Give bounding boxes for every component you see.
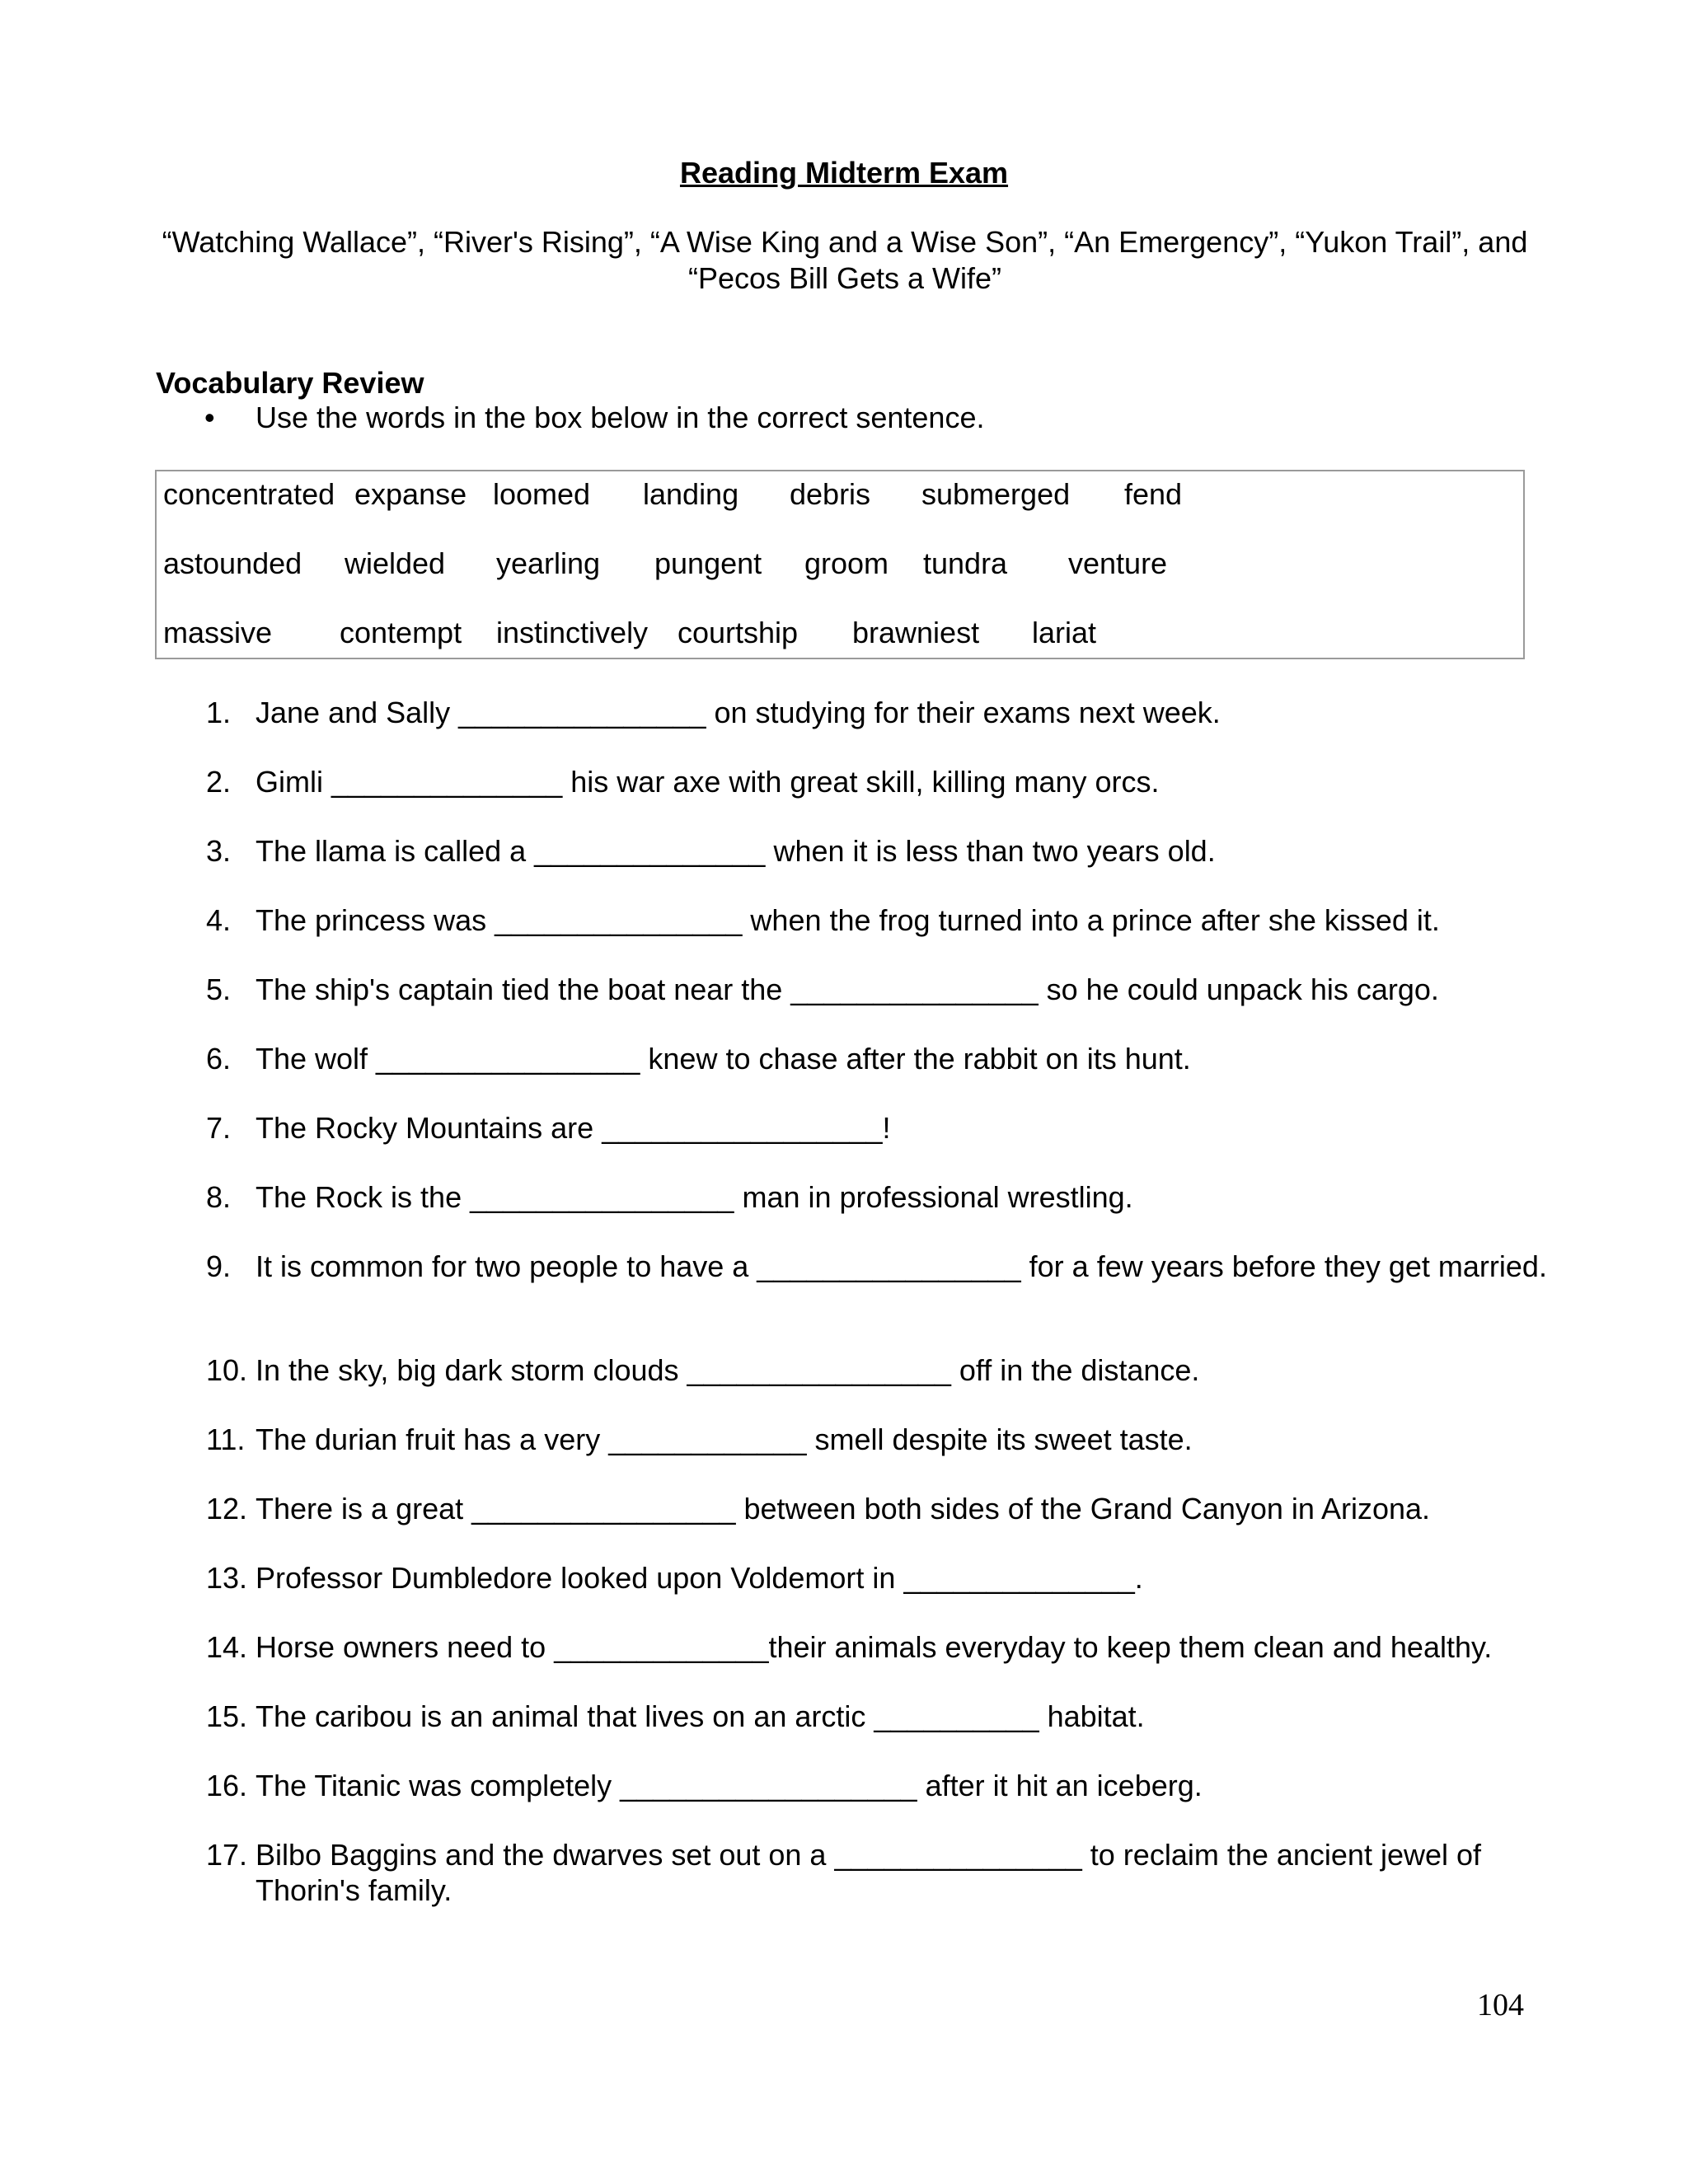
question-number: 8. — [206, 1180, 232, 1214]
question-number: 7. — [206, 1111, 232, 1145]
word-bank-word: venture — [1068, 546, 1168, 580]
question-number: 1. — [206, 696, 232, 729]
bullet-icon: • — [204, 401, 215, 434]
question-number: 6. — [206, 1042, 232, 1076]
exam-title: Reading Midterm Exam — [679, 156, 1009, 190]
question-number: 17. — [206, 1838, 248, 1872]
question-text: The wolf ________________ knew to chase after the rabbit on its hunt. — [256, 1042, 1191, 1076]
question-number: 9. — [206, 1249, 232, 1283]
word-bank-word: tundra — [923, 546, 1008, 580]
word-bank-word: landing — [643, 477, 739, 511]
word-bank-word: yearling — [496, 546, 601, 580]
question-text: Professor Dumbledore looked upon Voldemort in ______________. — [256, 1561, 1143, 1595]
question-text: Jane and Sally _______________ on studying for their exams next week. — [256, 696, 1221, 729]
question-text: Horse owners need to _____________their animals everyday to keep them clean and healthy. — [256, 1630, 1493, 1664]
question-number: 12. — [206, 1492, 248, 1526]
question-text: There is a great ________________ between both sides of the Grand Canyon in Arizona. — [256, 1492, 1431, 1526]
question-text: Bilbo Baggins and the dwarves set out on a _______________ to reclaim the ancient jewel of Thorin's family. — [256, 1838, 1489, 1907]
question-number: 15. — [206, 1699, 248, 1733]
instruction-text: Use the words in the box below in the correct sentence. — [256, 401, 985, 434]
question-text: The Rock is the ________________ man in professional wrestling. — [256, 1180, 1133, 1214]
question-number: 3. — [206, 834, 232, 868]
question-text: Gimli ______________ his war axe with great skill, killing many orcs. — [256, 765, 1160, 799]
question-text: It is common for two people to have a ________________ for a few years before they get married. — [256, 1249, 1547, 1283]
word-bank-word: astounded — [163, 546, 302, 580]
word-bank-word: concentrated — [163, 477, 335, 511]
word-bank-word: instinctively — [496, 616, 649, 649]
word-bank-word: debris — [790, 477, 871, 511]
question-text: The llama is called a ______________ when it is less than two years old. — [256, 834, 1216, 868]
word-bank-word: expanse — [354, 477, 467, 511]
question-text: The ship's captain tied the boat near the _______________ so he could unpack his cargo. — [256, 972, 1439, 1006]
question-number: 14. — [206, 1630, 248, 1664]
vocabulary-review-heading: Vocabulary Review — [156, 366, 424, 400]
page-number: 104 — [1477, 1988, 1524, 2022]
word-bank-word: lariat — [1032, 616, 1097, 649]
question-text: The Titanic was completely __________________ after it hit an iceberg. — [256, 1769, 1203, 1802]
word-bank-word: brawniest — [852, 616, 980, 649]
word-bank-word: contempt — [340, 616, 462, 649]
question-text: The princess was _______________ when the frog turned into a prince after she kissed it. — [256, 903, 1440, 937]
story-list-subtitle: “Watching Wallace”, “River's Rising”, “A Wise King and a Wise Son”, “An Emergency”, “Yukon Trail”, and “Pecos Bill Gets a Wife” — [162, 225, 1528, 295]
question-text: The Rocky Mountains are _________________! — [256, 1111, 891, 1145]
question-text: The caribou is an animal that lives on an arctic __________ habitat. — [256, 1699, 1145, 1733]
question-number: 10. — [206, 1353, 248, 1387]
question-text: In the sky, big dark storm clouds ________________ off in the distance. — [256, 1353, 1200, 1387]
word-bank-word: loomed — [493, 477, 591, 511]
question-number: 11. — [206, 1422, 246, 1456]
question-number: 2. — [206, 765, 232, 799]
question-number: 13. — [206, 1561, 248, 1595]
word-bank-word: submerged — [921, 477, 1071, 511]
word-bank-word: fend — [1124, 477, 1183, 511]
question-number: 5. — [206, 972, 232, 1006]
word-bank-word: wielded — [345, 546, 446, 580]
word-bank-word: courtship — [678, 616, 799, 649]
word-bank-word: pungent — [654, 546, 762, 580]
question-text: The durian fruit has a very ____________ smell despite its sweet taste. — [256, 1422, 1193, 1456]
word-bank-word: groom — [804, 546, 889, 580]
word-bank-word: massive — [163, 616, 273, 649]
question-number: 4. — [206, 903, 232, 937]
question-number: 16. — [206, 1769, 248, 1802]
